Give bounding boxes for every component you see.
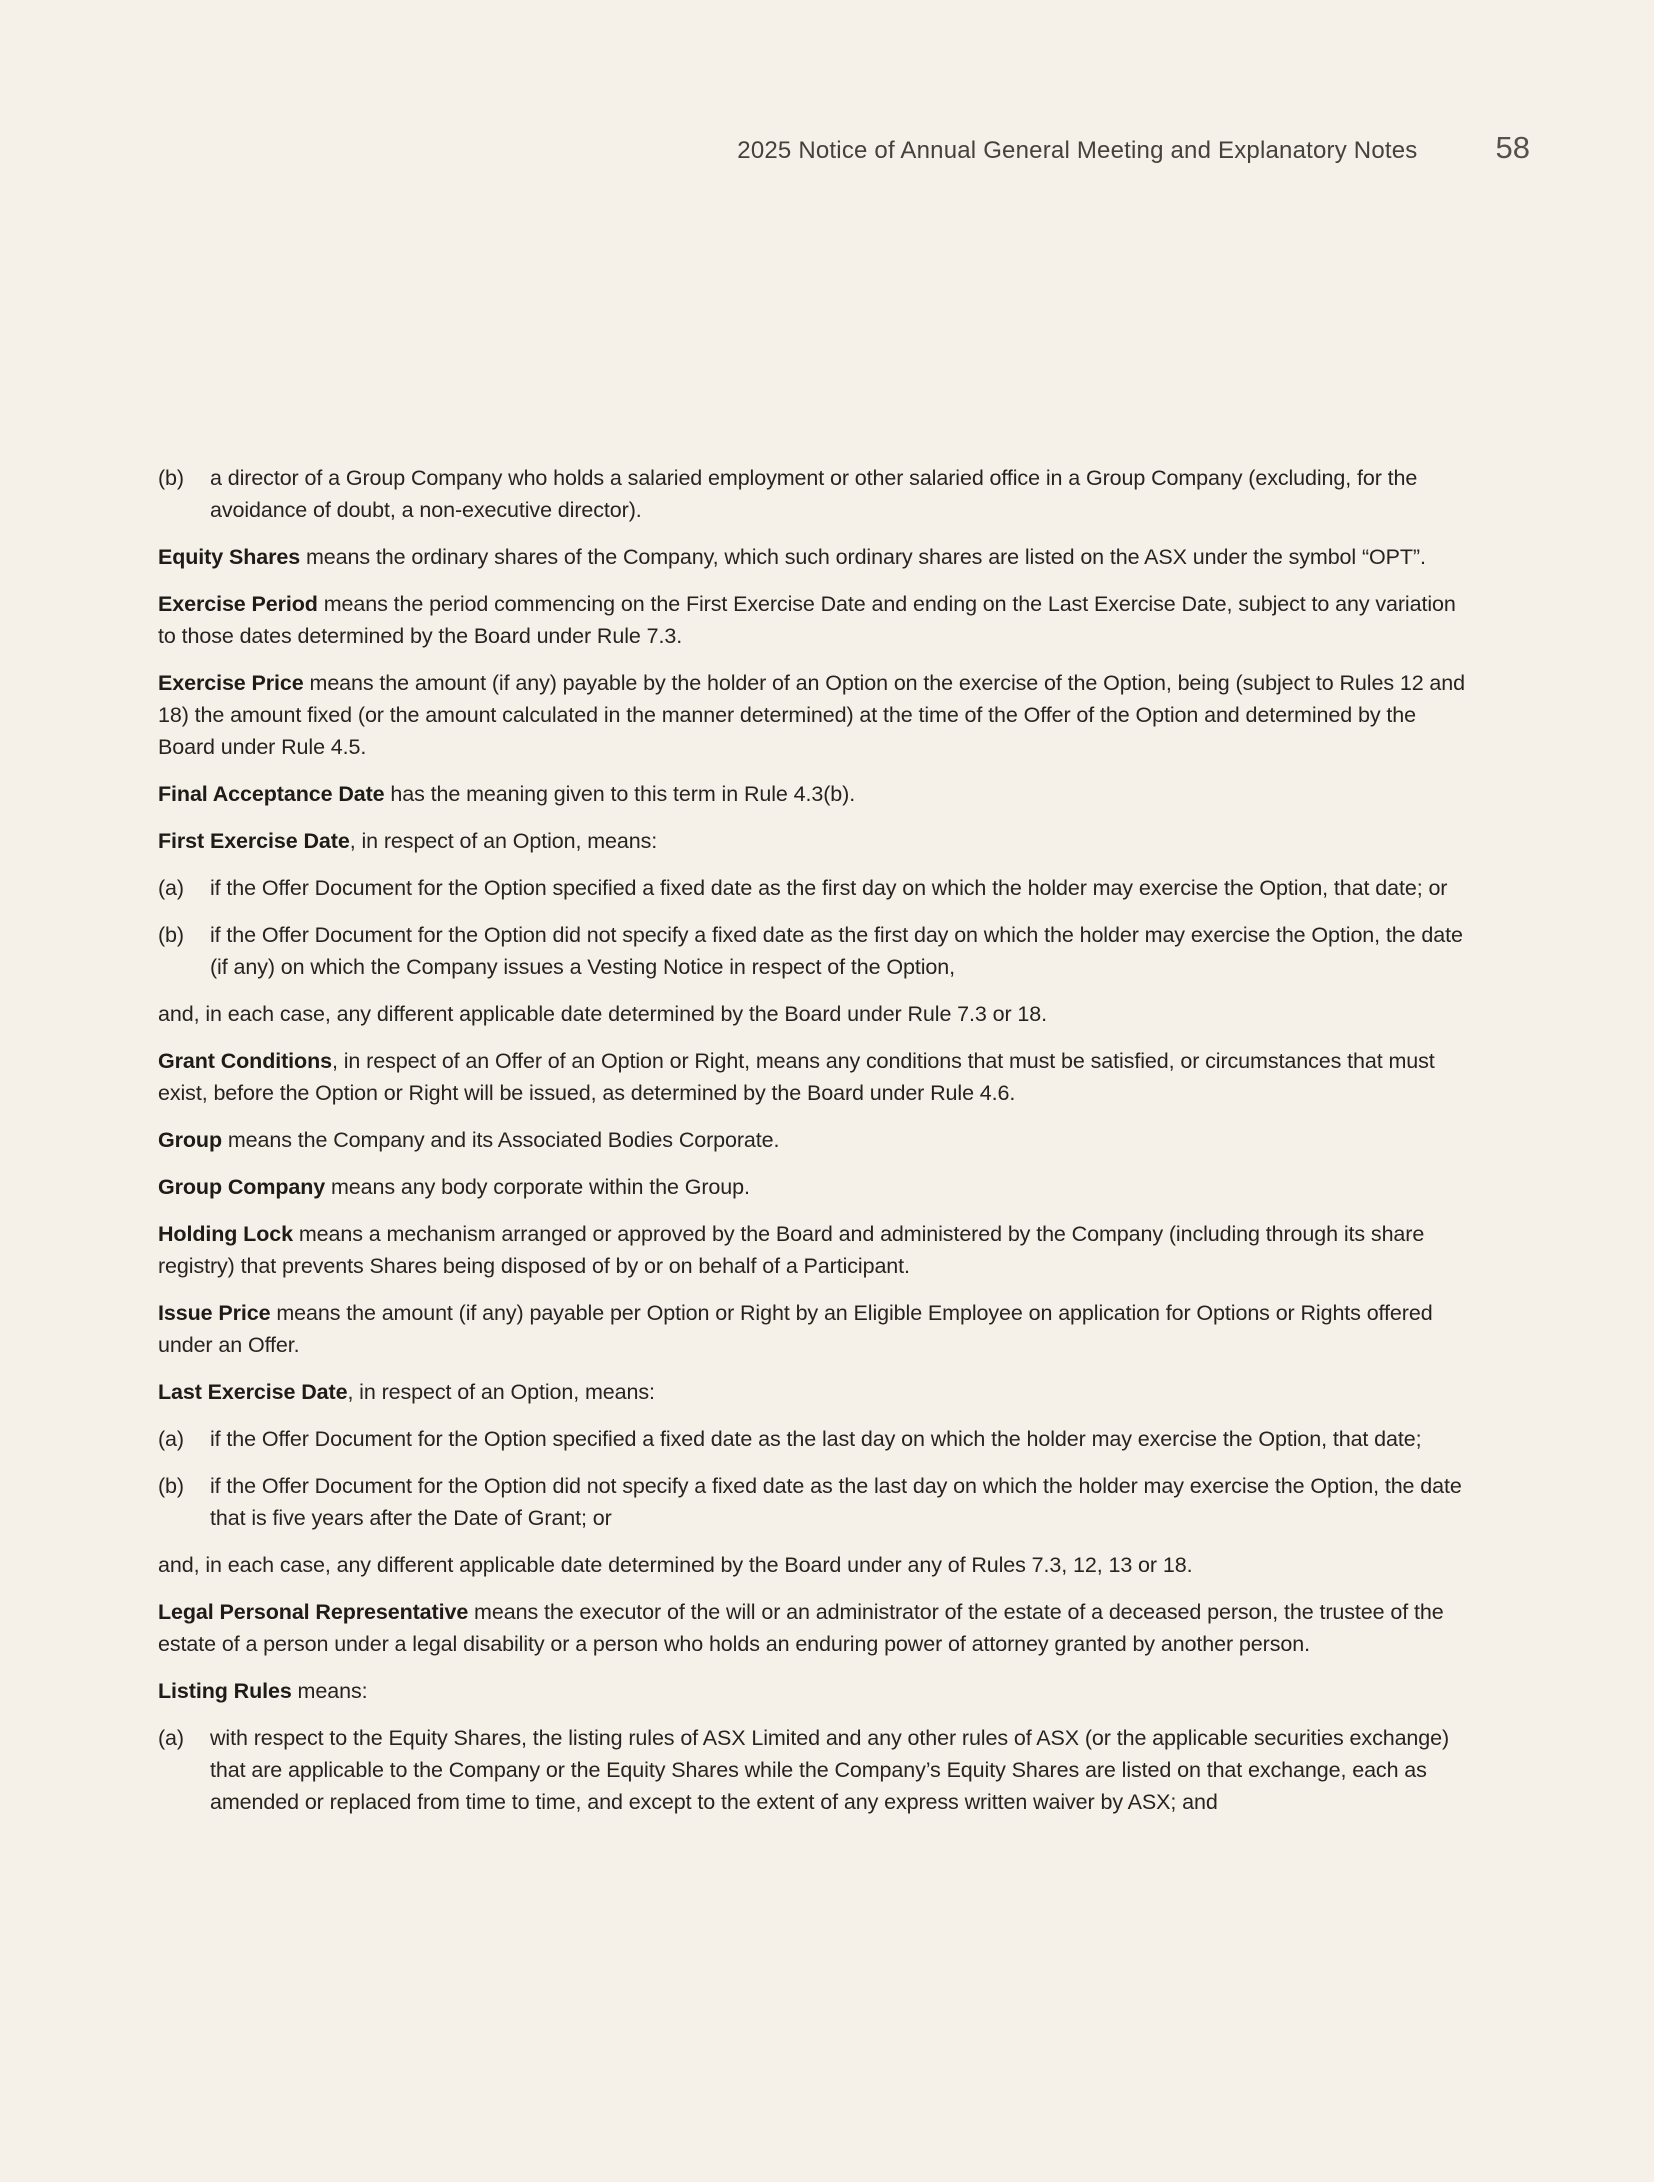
definition-paragraph xyxy=(158,541,1474,573)
definition-term: Group xyxy=(158,1128,222,1152)
definition-paragraph xyxy=(158,1171,1474,1203)
definition-term: Final Acceptance Date xyxy=(158,782,385,806)
definition-text: means a mechanism arranged or approved by the Board and administered by the Company (including through its share registry) that prevents Shares being disposed of by or on behalf of a Participant. xyxy=(158,1222,1425,1278)
definition-paragraph xyxy=(158,1675,1474,1707)
document-title: 2025 Notice of Annual General Meeting and Explanatory Notes xyxy=(737,137,1418,164)
definition-term: Last Exercise Date xyxy=(158,1380,348,1404)
definition-text: means the period commencing on the First Exercise Date and ending on the Last Exercise Date, subject to any variation to those dates determined by the Board under Rule 7.3. xyxy=(158,592,1456,648)
continuation-paragraph: and, in each case, any different applicable date determined by the Board under Rule 7.3 or 18. xyxy=(158,1002,1048,1026)
page-header xyxy=(737,130,1530,166)
definition-text: means: xyxy=(291,1679,368,1703)
list-marker: (a) xyxy=(158,1427,184,1451)
definition-text: means the Company and its Associated Bodies Corporate. xyxy=(222,1128,780,1152)
list-item-text: if the Offer Document for the Option specified a fixed date as the last day on which the holder may exercise the Option, that date; xyxy=(210,1427,1422,1451)
definition-term: Grant Conditions xyxy=(158,1049,332,1073)
definition-paragraph xyxy=(158,1596,1474,1660)
definition-paragraph xyxy=(158,778,1474,810)
list-item-text: if the Offer Document for the Option specified a fixed date as the first day on which the holder may exercise the Option, that date; or xyxy=(210,876,1448,900)
definition-text: means the ordinary shares of the Company, which such ordinary shares are listed on the ASX under the symbol “OPT”. xyxy=(300,545,1426,569)
definition-text: means the amount (if any) payable per Option or Right by an Eligible Employee on application for Options or Rights offered under an Offer. xyxy=(158,1301,1433,1357)
list-item xyxy=(158,462,1474,526)
continuation-paragraph: and, in each case, any different applicable date determined by the Board under any of Rules 7.3, 12, 13 or 18. xyxy=(158,1553,1193,1577)
definition-paragraph xyxy=(158,667,1474,763)
definition-paragraph xyxy=(158,1124,1474,1156)
definition-term: Holding Lock xyxy=(158,1222,293,1246)
definition-paragraph xyxy=(158,588,1474,652)
list-item xyxy=(158,872,1474,904)
list-marker: (b) xyxy=(158,1474,184,1498)
list-marker: (a) xyxy=(158,1726,184,1750)
definition-term: Equity Shares xyxy=(158,545,301,569)
definition-paragraph xyxy=(158,1376,1474,1408)
list-item xyxy=(158,1722,1474,1818)
definition-term: Group Company xyxy=(158,1175,326,1199)
definition-text: means the amount (if any) payable by the holder of an Option on the exercise of the Option, being (subject to Rules 12 and 18) the amount fixed (or the amount calculated in the manner determined) at the time of the Offer of the Option and determined by the Board under Rule 4.5. xyxy=(158,671,1466,759)
definition-term: Exercise Period xyxy=(158,592,318,616)
definition-paragraph xyxy=(158,1218,1474,1282)
page-number: 58 xyxy=(1495,130,1530,165)
definition-paragraph xyxy=(158,1045,1474,1109)
definition-text: means any body corporate within the Group. xyxy=(325,1175,750,1199)
definition-text: , in respect of an Option, means: xyxy=(349,829,658,853)
definition-term: Listing Rules xyxy=(158,1679,292,1703)
list-marker: (a) xyxy=(158,876,184,900)
list-marker: (b) xyxy=(158,466,184,490)
definition-text: has the meaning given to this term in Rule 4.3(b). xyxy=(384,782,856,806)
definition-text: means the executor of the will or an administrator of the estate of a deceased person, the trustee of the estate of a person under a legal disability or a person who holds an enduring power of attorney granted by another person. xyxy=(158,1600,1444,1656)
list-item-text: if the Offer Document for the Option did not specify a fixed date as the last day on which the holder may exercise the Option, the date that is five years after the Date of Grant; or xyxy=(210,1474,1462,1530)
definition-paragraph xyxy=(158,1297,1474,1361)
definition-term: Exercise Price xyxy=(158,671,304,695)
list-item xyxy=(158,919,1474,983)
list-item-text: a director of a Group Company who holds a salaried employment or other salaried office in a Group Company (excluding, for the avoidance of doubt, a non-executive director). xyxy=(210,466,1418,522)
definition-paragraph xyxy=(158,825,1474,857)
list-item xyxy=(158,1423,1474,1455)
definition-term: Legal Personal Representative xyxy=(158,1600,469,1624)
definition-term: First Exercise Date xyxy=(158,829,350,853)
definitions-section xyxy=(158,462,1474,1833)
definition-text: , in respect of an Offer of an Option or Right, means any conditions that must be satisfied, or circumstances that must exist, before the Option or Right will be issued, as determined by the Board under Rule 4.6. xyxy=(158,1049,1435,1105)
definition-text: , in respect of an Option, means: xyxy=(347,1380,655,1404)
list-marker: (b) xyxy=(158,923,184,947)
definition-term: Issue Price xyxy=(158,1301,271,1325)
list-item-text: if the Offer Document for the Option did not specify a fixed date as the first day on which the holder may exercise the Option, the date (if any) on which the Company issues a Vesting Notice in respect of the Option, xyxy=(210,923,1463,979)
list-item-text: with respect to the Equity Shares, the listing rules of ASX Limited and any other rules of ASX (or the applicable securities exchange) that are applicable to the Company or the Equity Shares while the Company’s Equity Shares are listed on that exchange, each as amended or replaced from time to time, and except to the extent of any express written waiver by ASX; and xyxy=(210,1726,1450,1814)
list-item xyxy=(158,1470,1474,1534)
